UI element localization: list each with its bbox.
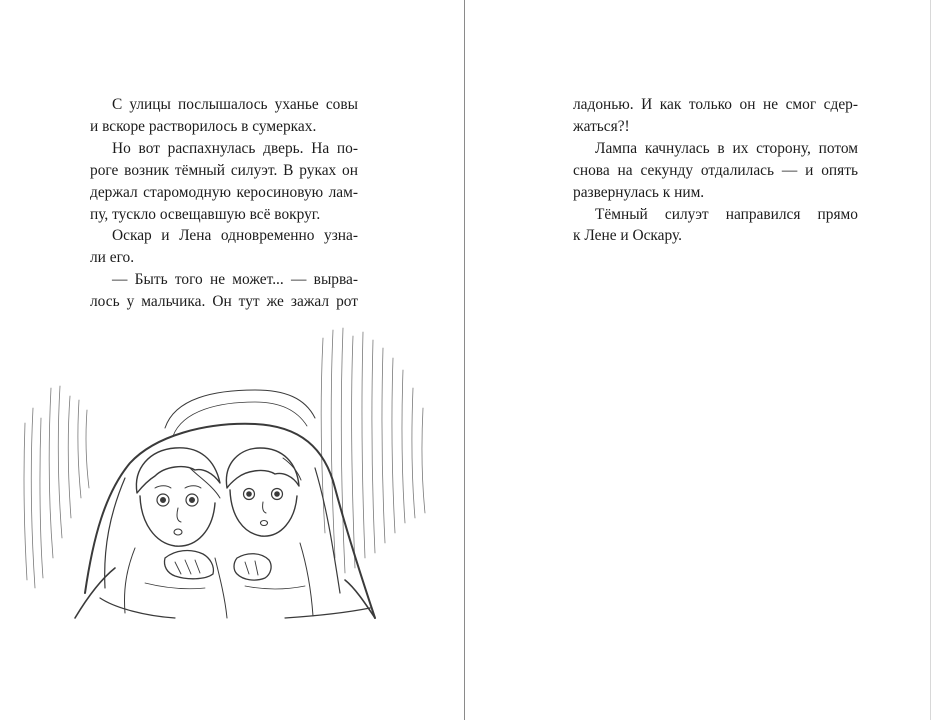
text-line: пу, тускло освещавшую всё вокруг.	[90, 205, 321, 223]
left-page-text	[90, 94, 358, 313]
text-line: ли его.	[90, 249, 135, 267]
text-line: держал старомодную керосиновую лам-	[90, 183, 358, 201]
right-page-text	[573, 94, 858, 247]
text-line: развернулась к ним.	[573, 183, 705, 201]
text-line: Лампа качнулась в их сторону, потом	[595, 139, 858, 157]
text-line: Тёмный силуэт направился прямо	[595, 205, 858, 223]
text-line: Но вот распахнулась дверь. На по-	[112, 139, 358, 157]
text-line: лось у мальчика. Он тут же зажал рот	[90, 293, 358, 311]
text-line: к Лене и Оскару.	[573, 227, 683, 245]
text-line: жаться?!	[573, 117, 630, 135]
text-line: С улицы послышалось уханье совы	[112, 96, 358, 113]
text-line: роге возник тёмный силуэт. В руках он	[90, 161, 358, 179]
text-line: — Быть того не может... — вырва-	[112, 271, 358, 289]
sketch-icon	[15, 318, 445, 640]
text-line: Оскар и Лена одновременно узна-	[112, 227, 358, 245]
text-line: и вскоре растворилось в сумерках.	[90, 117, 317, 135]
text-line: снова на секунду отдалилась — и опять	[573, 161, 858, 179]
text-line: ладонью. И как только он не смог сдер-	[573, 96, 858, 113]
children-under-blanket-illustration	[15, 318, 445, 640]
